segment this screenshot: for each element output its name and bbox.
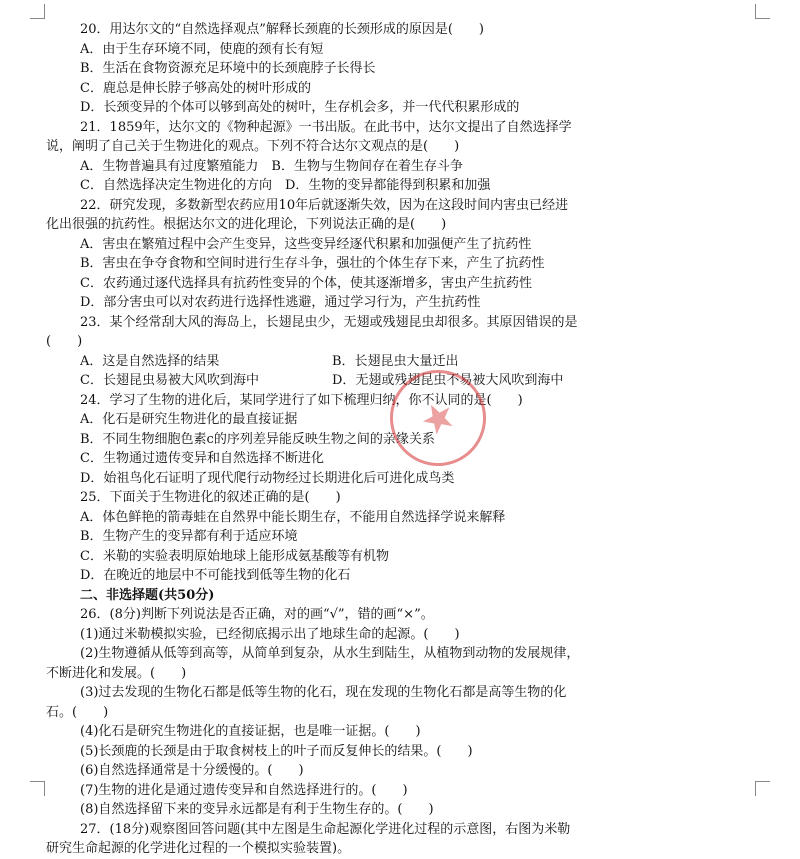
- text-line: (1)通过米勒模拟实验，已经彻底揭示出了地球生命的起源。( ): [80, 626, 460, 642]
- text-line: B．生物产生的变异都有利于适应环境: [80, 529, 298, 544]
- text-line: 二、非选择题(共50分): [80, 587, 215, 603]
- text-line: C．生物通过遗传变异和自然选择不断进化: [80, 451, 324, 466]
- text-line: (7)生物的进化是通过遗传变异和自然选择进行的。( ): [80, 782, 408, 798]
- crop-mark: [30, 4, 45, 19]
- text-line: 20．用达尔文的“自然选择观点”解释长颈鹿的长颈形成的原因是( ): [80, 22, 484, 37]
- option-right: D．无翅或残翅昆虫不易被大风吹到海中: [332, 373, 564, 388]
- text-line: (4)化石是研究生物进化的直接证据，也是唯一证据。( ): [80, 724, 421, 739]
- text-line: C．自然选择决定生物进化的方向 D．生物的变异都能得到积累和加强: [80, 178, 491, 193]
- text-line: D．始祖鸟化石证明了现代爬行动物经过长期进化后可进化成鸟类: [80, 470, 455, 486]
- text-line: A．生物普遍具有过度繁殖能力 B．生物与生物间存在着生存斗争: [80, 158, 463, 174]
- text-line: 说，阐明了自己关于生物进化的观点。下列不符合达尔文观点的是( ): [46, 139, 460, 154]
- text-line: 24．学习了生物的进化后，某同学进行了如下梳理归纳，你不认同的是( ): [80, 392, 523, 408]
- crop-mark: [30, 781, 45, 796]
- text-line: (6)自然选择通常是十分缓慢的。( ): [80, 763, 304, 778]
- option-right: B．长翅昆虫大量迁出: [332, 353, 459, 369]
- text-line: 研究生命起源的化学进化过程的一个模拟实验装置)。: [46, 841, 351, 856]
- text-line: 石。( ): [46, 704, 109, 720]
- text-line: (5)长颈鹿的长颈是由于取食树枝上的叶子而反复伸长的结果。( ): [80, 743, 473, 759]
- crop-mark: [755, 4, 770, 19]
- text-line: A．害虫在繁殖过程中会产生变异，这些变异经逐代积累和加强便产生了抗药性: [80, 236, 532, 252]
- text-line: A．化石是研究生物进化的最直接证据: [80, 412, 298, 427]
- text-line: 25．下面关于生物进化的叙述正确的是( ): [80, 490, 341, 505]
- text-line: D．长颈变异的个体可以够到高处的树叶，生存机会多，并一代代积累形成的: [80, 100, 520, 115]
- text-line: 不断进化和发展。( ): [46, 665, 187, 681]
- text-line: 26．(8分)判断下列说法是否正确，对的画“√”，错的画“×”。: [80, 607, 434, 622]
- text-line: D．部分害虫可以对农药进行选择性逃避，通过学习行为，产生抗药性: [80, 295, 481, 310]
- text-line: (2)生物遵循从低等到高等，从简单到复杂，从水生到陆生，从植物到动物的发展规律，: [80, 646, 580, 661]
- text-line: (8)自然选择留下来的变异永远都是有利于生物生存的。( ): [80, 802, 434, 817]
- text-line: B．害虫在争夺食物和空间时进行生存斗争，强壮的个体生存下来，产生了抗药性: [80, 256, 545, 271]
- text-line: 23．某个经常刮大风的海岛上，长翅昆虫少，无翅或残翅昆虫却很多。其原因错误的是: [80, 314, 578, 330]
- text-line: C．米勒的实验表明原始地球上能形成氨基酸等有机物: [80, 548, 389, 564]
- text-line: C．农药通过逐代选择具有抗药性变异的个体，使其逐渐增多，害虫产生抗药性: [80, 275, 532, 291]
- text-line: A．由于生存环境不同，使鹿的颈有长有短: [80, 41, 324, 57]
- text-line: C．鹿总是伸长脖子够高处的树叶形成的: [80, 80, 311, 96]
- text-line: 27．(18分)观察图回答问题(其中左图是生命起源化学进化过程的示意图，右图为米勒: [80, 821, 571, 837]
- text-line: A．体色鲜艳的箭毒蛙在自然界中能长期生存，不能用自然选择学说来解释: [80, 509, 506, 525]
- text-line: B．不同生物细胞色素c的序列差异能反映生物之间的亲缘关系: [80, 431, 435, 447]
- text-line: (3)过去发现的生物化石都是低等生物的化石，现在发现的生物化石都是高等生物的化: [80, 685, 567, 700]
- text-line: 21．1859年，达尔文的《物种起源》一书出版。在此书中，达尔文提出了自然选择学: [80, 119, 572, 135]
- option-left: C．长翅昆虫易被大风吹到海中: [80, 373, 259, 388]
- text-line: 22．研究发现，多数新型农药应用10年后就逐渐失效，因为在这段时间内害虫已经进: [80, 197, 569, 213]
- text-line: D．在晚近的地层中不可能找到低等生物的化石: [80, 568, 351, 583]
- option-left: A．这是自然选择的结果: [80, 353, 220, 369]
- text-line: ( ): [46, 334, 83, 349]
- text-line: B．生活在食物资源充足环境中的长颈鹿脖子长得长: [80, 61, 376, 76]
- text-line: [46, 352, 762, 372]
- text-line: 化出很强的抗药性。根据达尔文的进化理论，下列说法正确的是( ): [46, 217, 447, 232]
